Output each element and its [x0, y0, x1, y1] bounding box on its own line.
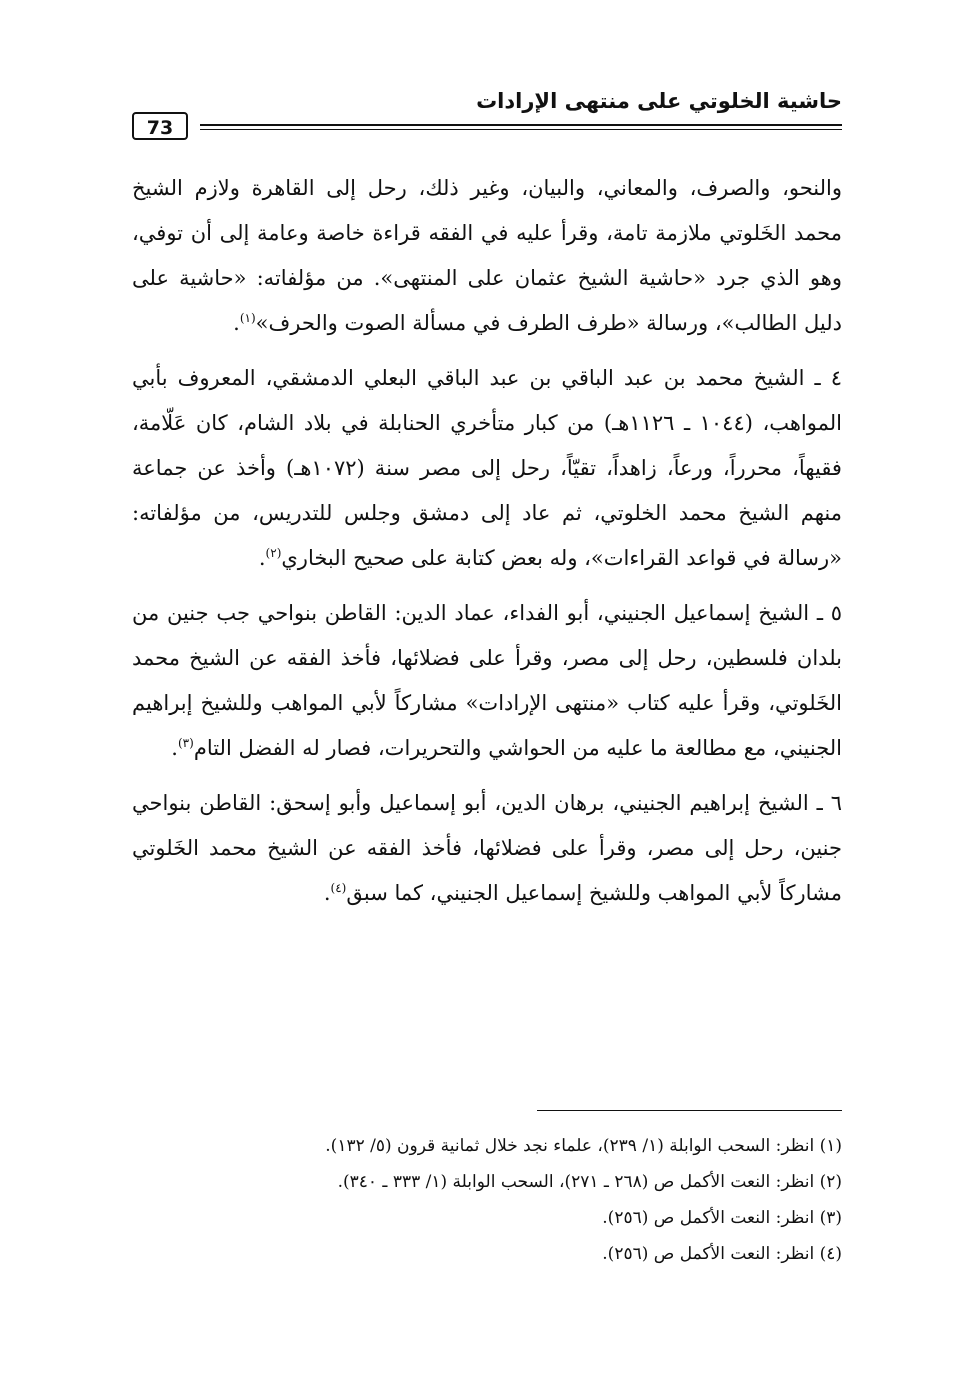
paragraph-text: ٥ ـ الشيخ إسماعيل الجنيني، أبو الفداء، عماد الدين: القاطن بنواحي جب جنين من بلدان فلسطين، رحل إلى مصر، وقرأ على فضلائها، فأخذ الفقه عن الشيخ محمد الخَلوتي، وقرأ عليه كتاب «منتهى الإرادات» مشاركاً لأبي المواهب وللشيخ إبراهيم الجنيني، مع مطالعة ما عليه من الحواشي والتحريرات، فصار له الفضل التام [132, 601, 842, 760]
paragraph-text: والنحو، والصرف، والمعاني، والبيان، وغير ذلك، رحل إلى القاهرة ولازم الشيخ محمد الخَلوتي ملازمة تامة، وقرأ عليه في الفقه قراءة خاصة وعامة إلى أن توفي، وهو الذي جرد «حاشية الشيخ عثمان على المنتهى». من مؤلفاته: «حاشية على دليل الطالب»، ورسالة «طرف الطرف في مسألة الصوت والحرف» [132, 176, 842, 335]
footnote: (٣) انظر: النعت الأكمل ص (٢٥٦). [602, 1208, 842, 1228]
header-rule [200, 124, 842, 126]
footnote-ref: (١) [239, 311, 256, 325]
footnote-separator [537, 1110, 842, 1111]
paragraph-end: . [171, 736, 178, 760]
footnotes [132, 1128, 842, 1272]
paragraph [132, 591, 842, 771]
page-number: 73 [132, 112, 188, 140]
paragraph-text: ٦ ـ الشيخ إبراهيم الجنيني، برهان الدين، أبو إسماعيل وأبو إسحق: القاطن بنواحي جنين، رحل إلى مصر، وقرأ على فضلائها، فأخذ الفقه عن الشيخ محمد الخَلوتي مشاركاً لأبي المواهب وللشيخ إسماعيل الجنيني، كما سبق [132, 791, 842, 905]
paragraph [132, 781, 842, 916]
footnote-ref: (٤) [330, 881, 347, 895]
main-text [132, 166, 842, 926]
footnote-ref: (٢) [265, 546, 282, 560]
footnote: (٢) انظر: النعت الأكمل ص (٢٦٨ ـ ٢٧١)، السحب الوابلة (١/ ٣٣٣ ـ ٣٤٠). [337, 1172, 842, 1192]
paragraph-end: . [233, 311, 240, 335]
paragraph-text: ٤ ـ الشيخ محمد بن عبد الباقي بن عبد الباقي البعلي الدمشقي، المعروف بأبي المواهب، (١٠٤٤ ـ ١١٢٦هـ) من كبار متأخري الحنابلة في بلاد الشام، كان عَلّامة، فقيهاً، محرراً، ورعاً، زاهداً، تقيّاً، رحل إلى مصر سنة (١٠٧٢هـ) وأخذ عن جماعة منهم الشيخ محمد الخلوتي، ثم عاد إلى دمشق وجلس للتدريس، من مؤلفاته: «رسالة في قواعد القراءات»، وله بعض كتابة على صحيح البخاري [132, 366, 843, 570]
paragraph [132, 356, 842, 581]
paragraph-end: . [258, 546, 266, 570]
header-rule-thin [200, 129, 842, 130]
footnote: (٤) انظر: النعت الأكمل ص (٢٥٦). [602, 1244, 842, 1264]
paragraph-end: . [323, 881, 331, 905]
running-header [132, 86, 842, 144]
footnote-ref: (٣) [177, 736, 194, 750]
paragraph [132, 166, 842, 346]
book-title: حاشية الخلوتي على منتهى الإرادات [476, 89, 842, 113]
footnote: (١) انظر: السحب الوابلة (١/ ٢٣٩)، علماء نجد خلال ثمانية قرون (٥/ ١٣٢). [325, 1136, 842, 1156]
